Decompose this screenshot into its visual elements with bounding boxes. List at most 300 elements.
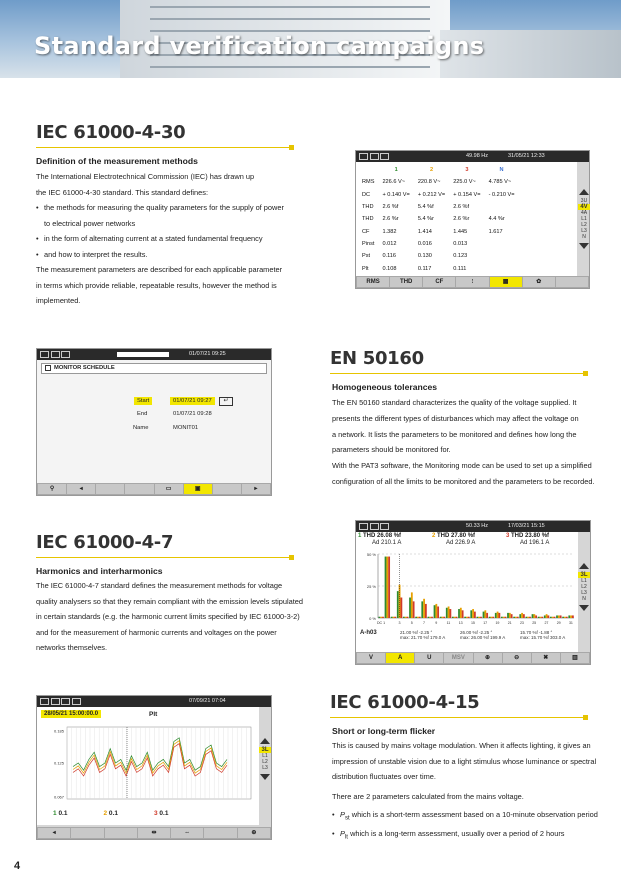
section-title-en-50160: EN 50160 — [330, 348, 424, 369]
save-icon — [45, 365, 51, 371]
cell: + 0.140 V= — [382, 191, 410, 198]
home-icon — [40, 698, 49, 705]
page-number: 4 — [14, 860, 21, 872]
x-tick-label: 21 — [507, 621, 512, 625]
section-body — [332, 395, 602, 490]
home-icon — [359, 523, 368, 530]
table-row — [358, 213, 519, 225]
bullet-item: • the methods for measuring the quality parameters for the supply of power — [36, 200, 306, 216]
pst-text: which is a short-term assessment based on a 10-minute observation period — [349, 810, 598, 820]
text-line: distribution fluctuates over time. — [332, 772, 436, 782]
harmonic-bar — [560, 615, 562, 618]
harmonic-bar — [425, 604, 427, 618]
ad-value: Ad 226.9 A — [446, 540, 476, 546]
datetime-readout: 31/05/21 12:33 — [508, 153, 545, 159]
harmonic-bar — [515, 617, 517, 618]
x-tick-label: DC 1 — [376, 621, 386, 625]
text-line: quality analysers so that they remain compliant with the emission levels stipulated — [36, 596, 304, 606]
x-tick-label: 15 — [470, 621, 475, 625]
harmonic-bar — [380, 617, 382, 618]
cell — [485, 262, 519, 274]
cell: 4.4 %r — [488, 216, 505, 223]
thd-block-3 — [506, 533, 549, 547]
cell: 5.4 %f — [417, 204, 434, 211]
phase-n-header: N — [499, 167, 504, 174]
harmonic-bar — [572, 615, 574, 618]
status-bar — [37, 696, 271, 707]
x-tick-label: 5 — [410, 621, 413, 625]
side-item[interactable]: L1 — [262, 753, 268, 759]
harmonic-bar — [474, 612, 476, 618]
measurement-area — [356, 162, 577, 277]
text-line: The measurement parameters are described for each applicable parameter — [36, 265, 283, 274]
side-item[interactable]: L2 — [262, 759, 268, 765]
camera-icon — [380, 523, 389, 530]
start-label: Start — [134, 397, 152, 405]
harmonic-bar — [421, 601, 423, 618]
harmonic-bar — [529, 617, 531, 618]
table-header-row — [358, 164, 519, 176]
section-subtitle: Short or long-term flicker — [332, 726, 436, 736]
harmonic-bar — [550, 617, 552, 618]
harmonic-bar — [517, 617, 519, 618]
cell: 5.4 %r — [417, 216, 434, 223]
harmonic-bar — [423, 599, 425, 618]
harmonic-bar — [456, 617, 458, 618]
ad-value: Ad 196.1 A — [520, 540, 550, 546]
fkey-u[interactable]: U — [415, 653, 443, 663]
camera-icon — [72, 698, 81, 705]
scroll-up-icon[interactable] — [579, 563, 589, 569]
harmonic-bar — [495, 613, 497, 618]
harmonic-bar — [498, 613, 500, 618]
fkey-zoom-in-icon[interactable]: ⊕ — [474, 653, 502, 663]
harmonic-bar — [546, 614, 548, 618]
side-item[interactable]: L1 — [581, 216, 587, 222]
readout: 26.00 %f -2.25 ° — [460, 630, 493, 635]
phase-3-header: 3 — [465, 167, 469, 174]
progress-bar — [117, 352, 169, 357]
pst-subscript: st — [344, 814, 350, 822]
scroll-up-icon[interactable] — [579, 189, 589, 195]
side-item[interactable]: L2 — [581, 222, 587, 228]
harmonic-bar — [538, 617, 540, 618]
harmonic-bar — [448, 606, 450, 618]
fkey-table-icon[interactable]: ▦ — [490, 277, 522, 287]
harmonic-bar — [415, 617, 417, 618]
side-selector[interactable] — [578, 563, 590, 611]
phase-badge: 2 — [103, 810, 108, 817]
fkey-gear-icon[interactable]: ✿ — [523, 277, 555, 287]
section-title-iec-61000-4-15: IEC 61000-4-15 — [330, 692, 480, 713]
side-item-selected[interactable]: 3L — [259, 747, 271, 753]
harmonic-bar — [570, 615, 572, 618]
table-row — [358, 189, 519, 201]
end-label: End — [137, 411, 148, 417]
harmonic-bar — [413, 601, 415, 618]
cell: + 0.154 V= — [453, 191, 481, 198]
value: 0.1 — [108, 810, 118, 817]
y-tick-label: 0 % — [369, 616, 376, 621]
section-rule — [36, 147, 291, 148]
text-line: in terms which provide reliable, repeatable results, however the method is — [36, 280, 277, 290]
harmonic-bar — [526, 617, 528, 618]
cell: 0.123 — [453, 253, 468, 260]
cell: 0.111 — [453, 265, 467, 272]
trend-value-3 — [154, 810, 168, 817]
harmonic-bar — [568, 615, 570, 618]
fkey-back-icon[interactable]: ◂ — [67, 484, 95, 494]
fkey-empty[interactable] — [105, 828, 137, 838]
fkey-v[interactable]: V — [357, 653, 385, 663]
name-value[interactable]: MONIT01 — [173, 425, 199, 431]
harmonic-bar — [497, 612, 499, 618]
text-line: impression of unstable vision due to a light stimulus whose luminance or spectral — [332, 756, 597, 766]
scroll-down-icon[interactable] — [579, 605, 589, 611]
fkey-empty[interactable] — [556, 277, 588, 287]
fkey-folder-icon[interactable]: ▭ — [155, 484, 183, 494]
text-line: configuration of all the limits to be monitored and the parameters to be recorded. — [332, 476, 595, 486]
harmonic-readout-2 — [460, 630, 505, 640]
harmonic-bar — [397, 591, 399, 618]
home-icon — [40, 351, 49, 358]
side-item[interactable]: N — [582, 596, 586, 602]
row-label: DC — [362, 191, 371, 198]
cell: 4.785 V~ — [488, 179, 512, 186]
side-item[interactable]: L2 — [581, 584, 587, 590]
rms-table — [358, 164, 519, 275]
harmonic-bar — [477, 617, 479, 618]
row-label: RMS — [362, 179, 375, 186]
fkey-empty[interactable] — [96, 484, 124, 494]
side-item[interactable]: 3U — [580, 198, 588, 204]
x-tick-label: 25 — [532, 621, 537, 625]
fkey-save-icon[interactable]: ▣ — [184, 484, 212, 494]
harmonic-bar — [478, 617, 480, 618]
trend-chart — [37, 721, 259, 805]
bullet-item: • in the form of alternating current at a stated fundamental frequency — [36, 231, 306, 247]
fkey-zoom-icon[interactable]: ⊕ — [238, 828, 270, 838]
table-row — [358, 250, 519, 262]
fkey-search-icon[interactable]: ⚲ — [38, 484, 66, 494]
harmonic-bar — [486, 613, 488, 618]
harmonic-bar — [503, 617, 505, 618]
datetime-readout: 01/07/21 09:25 — [189, 351, 226, 357]
section-body — [332, 738, 607, 846]
harmonic-bar — [466, 617, 468, 618]
bars-icon — [370, 523, 379, 530]
fkey-empty[interactable] — [213, 484, 241, 494]
harmonic-bar — [435, 604, 437, 618]
frequency-readout: 49.98 Hz — [466, 153, 489, 159]
trend-icon — [51, 698, 60, 705]
cell — [485, 238, 519, 250]
fkey-bars-icon[interactable]: ▥ — [561, 653, 589, 663]
y-tick-label: 25 % — [366, 584, 376, 589]
monitor-area — [37, 360, 271, 483]
row-label: THD — [362, 204, 374, 211]
harmonic-bar — [492, 617, 494, 618]
function-keys — [37, 483, 271, 495]
trend-parameter: Plt — [149, 711, 158, 718]
fkey-prev-icon[interactable]: ◂ — [38, 828, 70, 838]
harmonic-bar — [541, 617, 543, 618]
cell: 1.445 — [453, 228, 468, 235]
harmonic-bar — [532, 614, 534, 618]
x-tick-label: 3 — [398, 621, 401, 625]
harmonic-bar — [527, 617, 529, 618]
harmonic-bar — [491, 617, 493, 618]
section-title-iec-61000-4-30: IEC 61000-4-30 — [36, 122, 186, 143]
harmonic-bar — [519, 614, 521, 618]
harmonic-bar — [388, 557, 390, 618]
harmonic-bar — [452, 617, 454, 618]
harmonic-bar — [507, 613, 509, 618]
harmonic-bar — [468, 617, 470, 618]
harmonic-bar — [523, 614, 525, 618]
scroll-down-icon[interactable] — [260, 774, 270, 780]
side-item[interactable]: L3 — [262, 765, 268, 771]
harmonic-bar — [443, 617, 445, 618]
harmonic-bar — [464, 617, 466, 618]
harmonics-area — [356, 532, 578, 654]
x-tick-label: 27 — [544, 621, 549, 625]
pst-symbol: P — [340, 810, 345, 820]
x-tick-label: 9 — [435, 621, 438, 625]
fkey-trash-icon[interactable]: ✖ — [532, 653, 560, 663]
fkey-empty[interactable] — [71, 828, 103, 838]
status-bar — [356, 521, 590, 532]
function-keys — [356, 276, 589, 288]
text-line: implemented. — [36, 296, 81, 305]
enter-icon[interactable]: ↵ — [219, 397, 233, 406]
section-body — [36, 578, 308, 656]
cell: 0.108 — [382, 265, 397, 272]
y-tick-label: 50 % — [366, 552, 376, 557]
harmonic-bar — [417, 617, 419, 618]
x-tick-label: 11 — [446, 621, 451, 625]
harmonic-readout-1 — [400, 630, 445, 640]
fkey-cf[interactable]: CF — [423, 277, 455, 287]
scope-icon — [370, 153, 379, 160]
harmonic-bar — [511, 614, 513, 618]
phase-3-badge: 3 — [506, 533, 510, 539]
status-bar — [356, 151, 589, 162]
fkey-a[interactable]: A — [386, 653, 414, 663]
harmonic-bar — [558, 615, 560, 618]
harmonic-bar — [393, 617, 395, 618]
function-keys — [356, 652, 590, 664]
device-screen-monitor — [36, 348, 272, 496]
device-screen-harmonics — [355, 520, 591, 665]
trend-value-1 — [53, 810, 67, 817]
harmonic-bar — [411, 592, 413, 618]
value: 0.1 — [58, 810, 68, 817]
section-subtitle: Definition of the measurement methods — [36, 156, 198, 166]
harmonic-bar — [409, 598, 411, 618]
section-subtitle: Homogeneous tolerances — [332, 382, 438, 392]
harmonic-bar — [521, 613, 523, 618]
cell — [485, 250, 519, 262]
row-label: THD — [362, 216, 374, 223]
trend-area — [37, 707, 259, 825]
device-screen-flicker — [36, 695, 272, 840]
fkey-msv[interactable]: MSV — [444, 653, 472, 663]
harmonic-bar — [419, 617, 421, 618]
harmonic-bar — [446, 608, 448, 618]
harmonic-bar — [400, 598, 402, 618]
readout: 15.70 %f -1.88 ° — [520, 630, 553, 635]
cell: 2.6 %f — [382, 204, 399, 211]
x-tick-label: 13 — [458, 621, 463, 625]
monitor-header-label: MONITOR SCHEDULE — [54, 365, 115, 371]
x-tick-label: 23 — [519, 621, 524, 625]
side-item[interactable]: L3 — [581, 590, 587, 596]
end-value[interactable]: 01/07/21 09:28 — [173, 411, 212, 417]
harmonic-bar — [513, 617, 515, 618]
text-line: a network. It lists the parameters to be monitored and defines how long the — [332, 429, 577, 439]
harmonic-bar — [564, 617, 566, 618]
harmonic-bar — [454, 617, 456, 618]
row-label: Plt — [362, 265, 369, 272]
fkey-rms[interactable]: RMS — [357, 277, 389, 287]
harmonic-bar — [428, 617, 430, 618]
side-item[interactable]: L1 — [581, 578, 587, 584]
fkey-thd[interactable]: THD — [390, 277, 422, 287]
phase-2-header: 2 — [429, 167, 434, 174]
section-rule — [330, 717, 585, 718]
y-tick-label: 0.067 — [53, 794, 64, 800]
side-selector[interactable] — [578, 189, 590, 249]
row-label: CF — [362, 228, 370, 235]
harmonic-bar — [554, 617, 556, 618]
harmonic-bar — [489, 617, 491, 618]
side-item-selected[interactable]: 4V — [578, 204, 590, 210]
scope-icon — [61, 698, 70, 705]
harmonic-bar — [382, 617, 384, 618]
bullet-item: • and how to interpret the results. — [36, 247, 306, 263]
harmonic-bar — [552, 617, 554, 618]
text-line: The EN 50160 standard characterizes the quality of the voltage supplied. It — [332, 398, 577, 407]
cell — [485, 201, 519, 213]
harmonic-bar — [562, 617, 564, 618]
plt-symbol: P — [340, 829, 345, 839]
scroll-down-icon[interactable] — [579, 243, 589, 249]
section-subtitle: Harmonics and interharmonics — [36, 566, 163, 576]
harmonic-bar — [399, 585, 401, 618]
datetime-readout: 07/09/21 07:04 — [189, 698, 226, 704]
fkey-zoom-out-icon[interactable]: ⊖ — [503, 653, 531, 663]
cell: 225.0 V~ — [453, 179, 476, 186]
cell: 0.012 — [382, 240, 397, 247]
trend-value-2 — [103, 810, 117, 817]
harmonic-bar — [407, 617, 409, 618]
harmonic-bar — [431, 617, 433, 618]
side-selector[interactable] — [259, 738, 271, 780]
harmonic-bar — [386, 557, 388, 618]
harmonic-bar — [440, 617, 442, 618]
cell: 2.6 %f — [453, 204, 470, 211]
harmonic-readout-3 — [520, 630, 565, 640]
harmonic-label: A-h03 — [360, 630, 377, 636]
cell: 0.117 — [417, 265, 432, 272]
thd-block-2 — [432, 533, 475, 547]
table-row — [358, 238, 519, 250]
phase-badge: 3 — [153, 810, 158, 817]
cell: 0.013 — [453, 240, 468, 247]
x-tick-label: 29 — [556, 621, 561, 625]
harmonic-bar — [442, 617, 444, 618]
fkey-cursor-icon[interactable]: ⇹ — [138, 828, 170, 838]
text-line: networks themselves. — [36, 643, 108, 652]
harmonic-bar — [544, 615, 546, 618]
cell: 0.116 — [382, 253, 397, 260]
side-item-selected[interactable]: 3L — [578, 572, 590, 578]
thd-value: THD 26.08 %f — [363, 533, 402, 539]
frequency-readout: 50.33 Hz — [466, 523, 489, 529]
text-line: This is caused by mains voltage modulation. When it affects lighting, it gives an — [332, 741, 591, 750]
section-body — [36, 169, 306, 309]
harmonic-bar — [379, 617, 381, 618]
side-item[interactable]: N — [582, 234, 586, 240]
fkey-play-icon[interactable]: ▸ — [242, 484, 270, 494]
section-rule — [330, 373, 585, 374]
harmonic-bar — [458, 609, 460, 618]
harmonic-bar — [405, 617, 407, 618]
thd-block-1 — [358, 533, 401, 547]
side-item[interactable]: L3 — [581, 228, 587, 234]
y-tick-label: 0.185 — [53, 728, 64, 734]
harmonic-bar — [429, 617, 431, 618]
text-line: presents the different types of disturbances which may affect the voltage on — [332, 413, 579, 423]
side-item[interactable]: 4A — [580, 210, 588, 216]
fkey-phasor-icon[interactable]: ⫶ — [456, 277, 488, 287]
harmonic-bar — [403, 617, 405, 618]
harmonics-chart — [356, 548, 578, 628]
phase-1-header: 1 — [394, 167, 398, 174]
fkey-empty[interactable] — [204, 828, 236, 838]
x-tick-label: 19 — [495, 621, 500, 625]
fkey-range-icon[interactable]: ⇔ — [171, 828, 203, 838]
harmonic-bar — [535, 615, 537, 618]
device-screen-rms — [355, 150, 590, 289]
cell: 220.8 V~ — [417, 179, 441, 186]
table-row — [358, 201, 519, 213]
cell: 1.414 — [417, 228, 432, 235]
trend-date: 28/05/21 15:00:00.0 — [41, 710, 101, 718]
table-row — [358, 176, 519, 188]
bullet-item-plt — [332, 826, 607, 845]
text-line: With the PAT3 software, the Monitoring mode can be used to set up a simplified — [332, 461, 592, 471]
x-tick-label: 17 — [483, 621, 488, 625]
harmonic-bar — [509, 613, 511, 618]
harmonic-bar — [483, 612, 485, 618]
scroll-up-icon[interactable] — [260, 738, 270, 744]
thd-value: THD 23.80 %f — [511, 533, 550, 539]
readout: max: 26.00 %f 199.9 A — [460, 635, 506, 640]
fkey-empty[interactable] — [125, 484, 153, 494]
phase-2-badge: 2 — [432, 533, 436, 539]
plt-text: which is a long-term assessment, usually over a period of 2 hours — [348, 829, 565, 839]
text-line: the IEC 61000-4-30 standard. This standard defines: — [36, 187, 209, 197]
start-value[interactable]: 01/07/21 09:27 — [170, 397, 215, 405]
harmonic-bar — [505, 617, 507, 618]
harmonic-bar — [460, 608, 462, 618]
harmonic-bar — [449, 609, 451, 618]
harmonic-bar — [434, 605, 436, 618]
cell: 2.6 %r — [453, 216, 470, 223]
table-row — [358, 225, 519, 237]
